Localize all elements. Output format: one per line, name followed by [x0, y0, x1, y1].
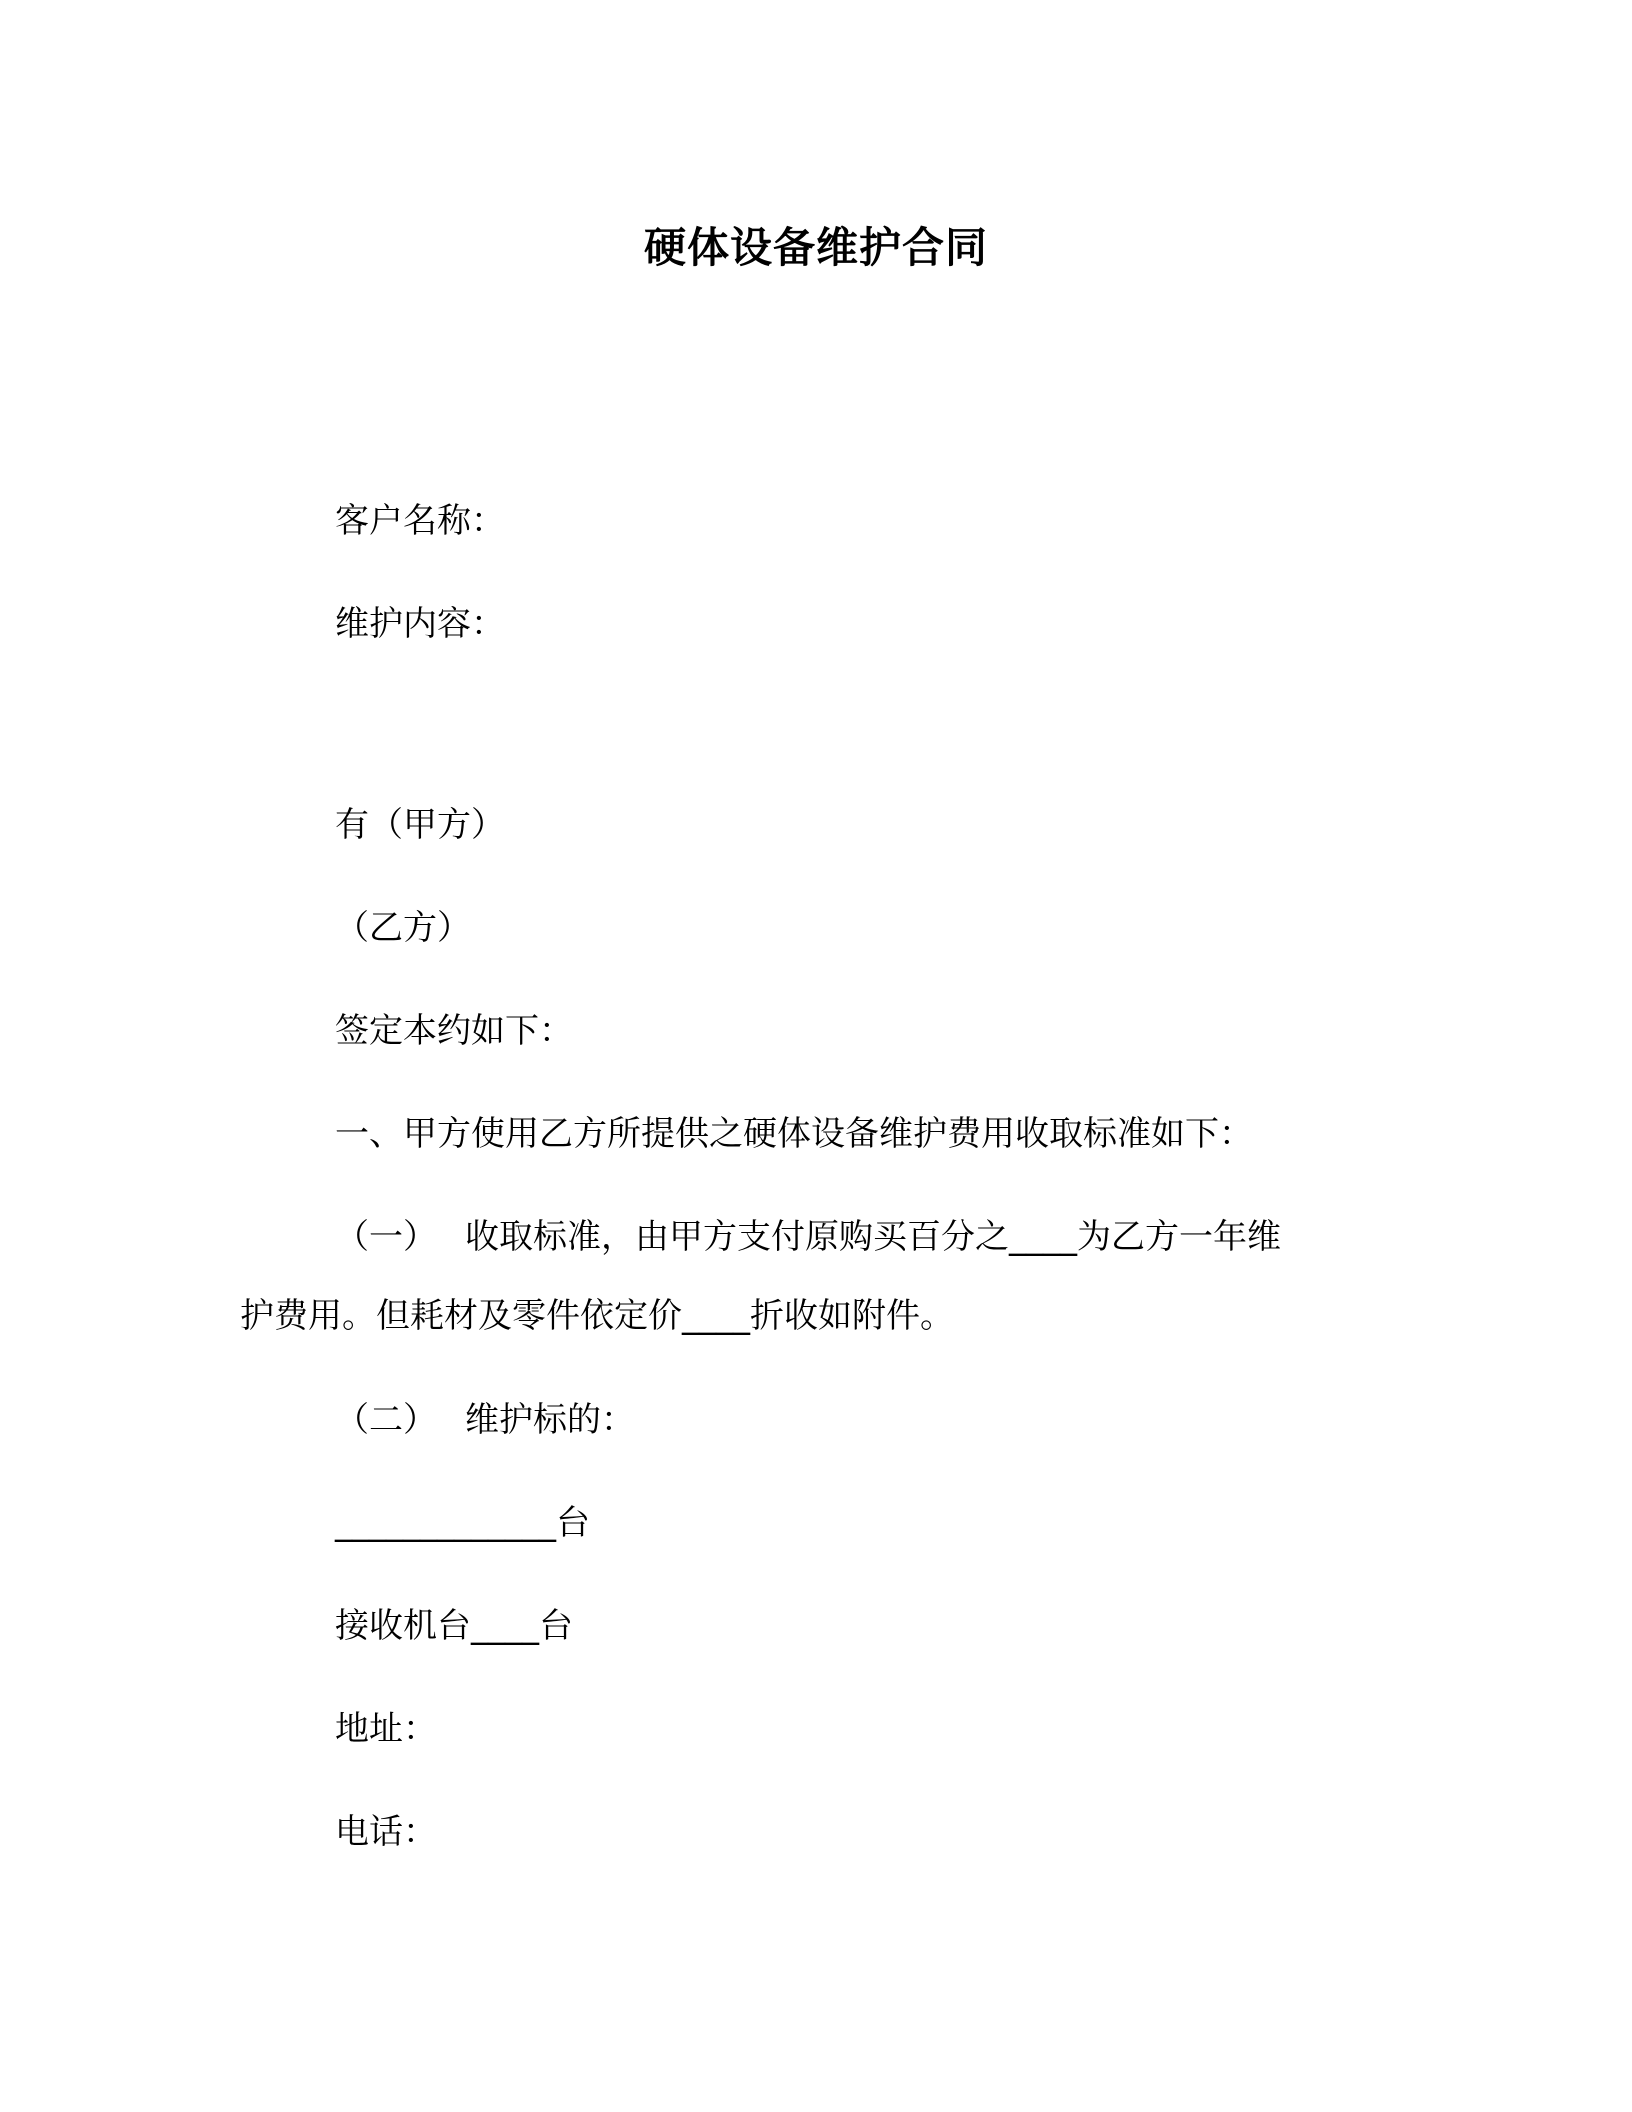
clause-1-2-number: （二）: [335, 1400, 437, 1440]
clause-1-heading: 一、甲方使用乙方所提供之硬体设备维护费用收取标准如下：: [335, 1114, 1253, 1154]
clause-1-1-text: 收取标准，由甲方支付原购买百分之____为乙方一年维: [465, 1217, 1281, 1257]
units-line: _____________台: [335, 1503, 590, 1543]
clause-1-1-number: （一）: [335, 1217, 437, 1257]
page-title: 硬体设备维护合同: [643, 223, 988, 272]
clause-1-1-continuation: 护费用。但耗材及零件依定价____折收如附件。: [240, 1296, 954, 1336]
customer-name-label: 客户名称：: [335, 501, 505, 541]
receiver-units-line: 接收机台____台: [335, 1606, 573, 1646]
party-b-label: （乙方）: [335, 908, 471, 948]
clause-1-2: [335, 1396, 635, 1444]
party-a-label: 有（甲方）: [335, 805, 505, 845]
phone-label: 电话：: [335, 1812, 437, 1852]
agreement-intro: 签定本约如下：: [335, 1011, 573, 1051]
clause-1-2-text: 维护标的：: [465, 1400, 635, 1440]
clause-1-1: [335, 1213, 1281, 1261]
maintenance-content-label: 维护内容：: [335, 604, 505, 644]
address-label: 地址：: [335, 1709, 437, 1749]
